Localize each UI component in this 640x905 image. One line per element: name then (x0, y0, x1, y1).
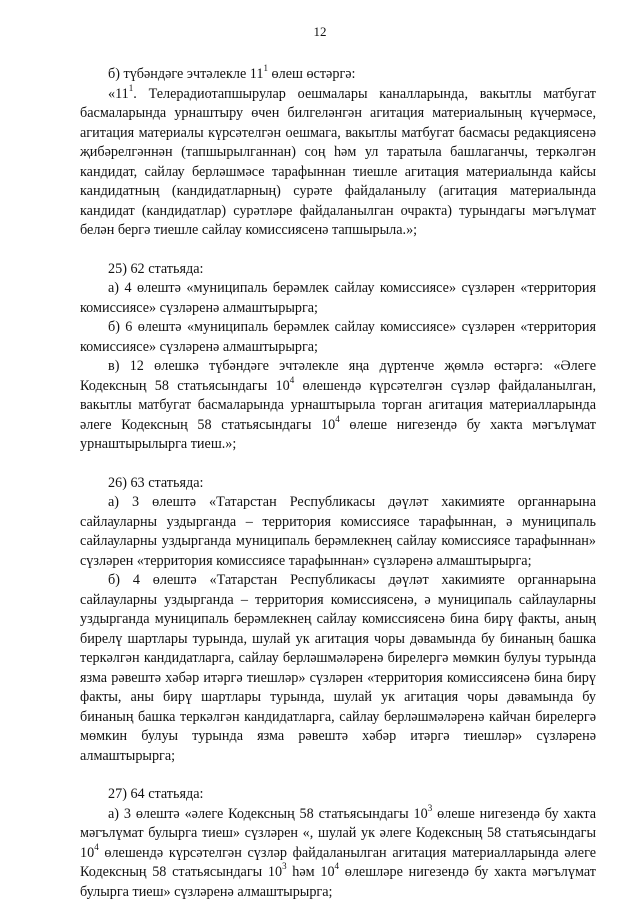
paragraph: б) 4 өлештә «Татарстан Республикасы дәүләт хакимияте органнарына сайлауларны уздырганда – территория комиссиясенә, ә муниципаль сайлауларны уздырганда муниципаль берәмлекнең сайлау комиссиясенә бина бирү факты, аның бирелү шартлары турында, шулай ук агитация чоры дәвамында бу бинаның башка теркәлгән кандидатларга, сайлау берләшмәләренә бирелергә мөмкин булуы турында язма рәвештә хәбәр итәргә тиешләр» сүзләрен «территория комиссиясенә бина бирү факты, аны бирү шартлары турында, шулай ук агитация чоры дәвамында бу бинаның башка теркәлгән кандидатларга, сайлау берләшмәләренә кайчан бирелергә мөмкин булуы турында язма рәвештә хәбәр итәргә тиешләр» сүзләренә алмаштырырга; (80, 572, 596, 764)
document-body (80, 65, 596, 902)
paragraph: б) түбәндәге эчтәлекле $11^1$ өлеш өстәргә: (108, 63, 356, 82)
paragraph: а) 3 өлештә «Татарстан Республикасы дәүләт хакимияте органнарына сайлауларны уздырганда – территория комиссиясе тарафыннан, ә муниципаль сайлауларны уздырганда муниципаль берәмлекнең сайлау комиссиясе тарафыннан» сүзләрен «территория комиссиясе тарафыннан» сүзләренә алмаштырырга; (80, 494, 596, 569)
paragraph: б) 6 өлештә «муниципаль берәмлек сайлау комиссиясе» сүзләрен «территория комиссиясе» сүзләренә алмаштырырга; (80, 319, 596, 355)
paragraph: «$11^1$. Телерадиотапшырулар оешмалары каналларында, вакытлы матбугат басмаларында урнаштыру өчен билгеләнгән агитация материалының күчермәсе, агитация материалы күрсәтелгән оешмага, вакытлы матбугат басмасы редакциясенә җибәрелгәннән (тапшырылганнан) соң һәм ул таратыла башлаганчы, теркәлгән кандидат, сайлау берләшмәсе тарафыннан тиешле агитация материалында кайсы кандидатның (кандидатларның) сурәте файдаланылу (агитация материалында кандидат (кандидатлар) сурәтләре файдаланылган очракта) турындагы мәгълүмат белән бергә тиешле сайлау комиссиясенә тапшырыла.»; (80, 82, 596, 238)
paragraph: в) 12 өлешкә түбәндәге эчтәлекле яңа дүртенче җөмлә өстәргә: «Әлеге Кодексның 58 статьясындагы $10^4$ өлешендә күрсәтелгән сүзләр файдаланылган, вакытлы матбугат басмаларында урнаштырыла торган агитация материалларында әлеге Кодексның 58 статьясындагы $10^4$ өлеше нигезендә бу хакта мәгълүмат урнаштырылырга тиеш.»; (80, 358, 596, 452)
page-number: 12 (313, 24, 327, 39)
paragraph: 25) 62 статьяда: (108, 260, 204, 277)
paragraph: 27) 64 статьяда: (108, 786, 204, 802)
paragraph: а) 4 өлештә «муниципаль берәмлек сайлау комиссиясе» сүзләрен «территория комиссиясе» сүзләренә алмаштырырга; (80, 280, 596, 316)
paragraph: 26) 63 статьяда: (108, 474, 204, 491)
paragraph: а) 3 өлештә «әлеге Кодексның 58 статьясындагы $10^3$ өлеше нигезендә бу хакта мәгълүмат булырга тиеш» сүзләрен «, шулай ук әлеге Кодексның 58 статьясындагы $10^4$ өлешендә күрсәтелгән сүзләр файдаланылган агитация материалларында әлеге Кодексның 58 статьясындагы $10^3$ һәм $10^4$ өлешләре нигезендә бу хакта мәгълүмат булырга тиеш» сүзләренә алмаштырырга; (80, 802, 596, 900)
